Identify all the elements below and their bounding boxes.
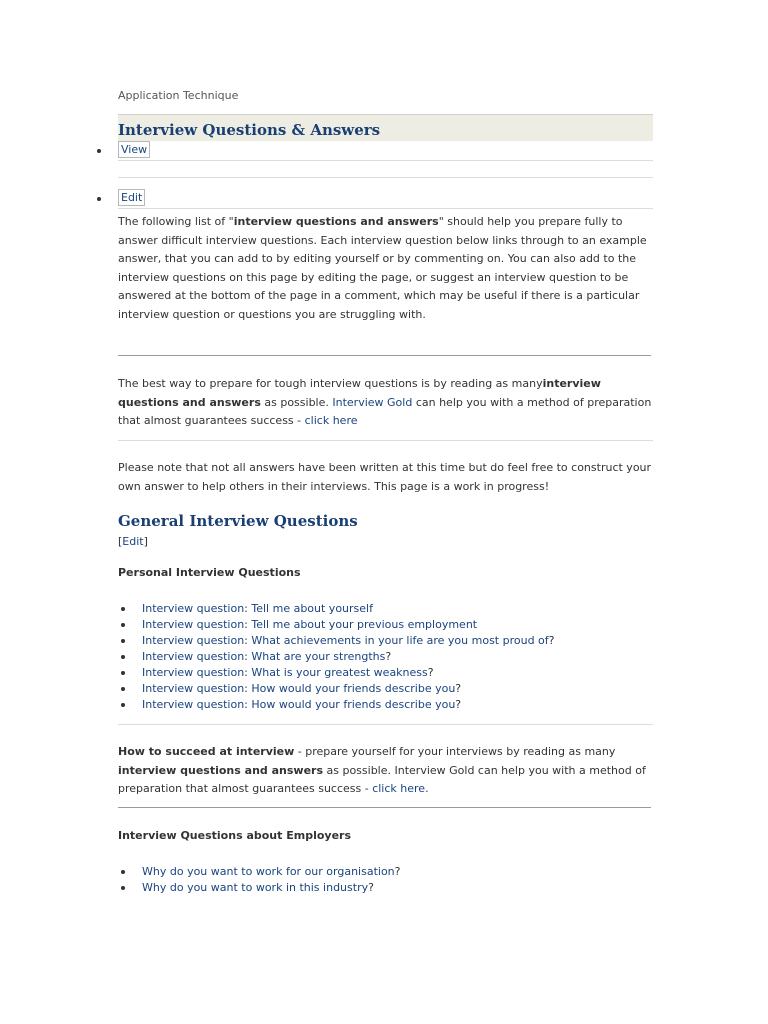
personal-question-list [118, 601, 555, 713]
promo-paragraph [118, 375, 658, 431]
promo-text: can help you with a method of preparation that almost guarantees success - [118, 395, 652, 427]
section-edit-link[interactable]: Edit [122, 535, 144, 548]
section-heading-general: General Interview Questions [118, 512, 358, 530]
divider [118, 160, 653, 161]
bracket: [ [118, 535, 123, 548]
divider [118, 724, 653, 725]
click-here-link[interactable]: click here [304, 414, 358, 427]
tab-edit[interactable]: Edit [118, 189, 145, 206]
click-here-link[interactable]: click here [372, 782, 426, 795]
list-item: Interview question: What are your strengths? [118, 649, 555, 665]
list-item: Why do you want to work in this industry? [118, 880, 400, 896]
question-link[interactable]: Interview question: How would your friends describe you [142, 682, 456, 695]
question-link[interactable]: Interview question: What is your greatest weakness [142, 666, 428, 679]
question-link[interactable]: Interview question: What are your strengths [142, 650, 386, 663]
employer-question-list [118, 864, 400, 896]
question-link[interactable]: Why do you want to work in this industry [142, 881, 369, 894]
employer-questions-heading: Interview Questions about Employers [118, 829, 351, 842]
promo-text: . [425, 782, 429, 795]
divider [118, 208, 653, 209]
page-title: Interview Questions & Answers [118, 121, 381, 139]
interview-gold-link[interactable]: Interview Gold [332, 395, 413, 409]
promo-text: - prepare yourself for your interviews by reading as many [294, 745, 616, 758]
intro-bold: interview questions and answers [233, 215, 439, 228]
bullet [121, 687, 125, 691]
divider [118, 355, 651, 356]
list-item: Interview question: How would your friends describe you? [118, 697, 555, 713]
intro-paragraph [118, 213, 658, 324]
divider [118, 177, 653, 178]
bullet [121, 607, 125, 611]
intro-text: The following list of " [118, 215, 234, 228]
question-link[interactable]: Interview question: Tell me about your previous employment [142, 618, 478, 631]
promo-text: as possible. Interview Gold can help you with a method of preparation that almost guarantees success - [118, 763, 646, 795]
intro-text: " should help you prepare fully to answer difficult interview questions. Each interview question below links through to an example answer, that you can add to by editing yourself or by commenting on. You can also add to the interview questions on this page by editing the page, or suggest an interview question to be answered at the bottom of the page in a comment, which may be useful if there is a particular interview question or questions you are struggling with. [118, 215, 647, 321]
tab-bullet [97, 197, 101, 201]
question-link[interactable]: Interview question: What achievements in your life are you most proud of [142, 634, 549, 647]
promo-bold: How to succeed at interview [118, 745, 295, 758]
promo-text: as possible. [260, 395, 333, 409]
bullet [121, 671, 125, 675]
page-title-bar [118, 114, 653, 141]
list-item [118, 601, 555, 617]
breadcrumb: Application Technique [118, 89, 239, 102]
divider [118, 807, 651, 808]
list-item [118, 617, 555, 633]
list-item: Why do you want to work for our organisation? [118, 864, 400, 880]
question-link[interactable]: Interview question: Tell me about yourself [142, 602, 373, 615]
promo-paragraph-2 [118, 743, 658, 799]
divider [118, 440, 653, 441]
personal-questions-heading: Personal Interview Questions [118, 566, 301, 579]
list-item: Interview question: What is your greatest weakness? [118, 665, 555, 681]
section-edit-link-wrapper [118, 535, 148, 548]
promo-text: The best way to prepare for tough interview questions is by reading as many [118, 377, 543, 390]
bullet [121, 886, 125, 890]
bullet [121, 703, 125, 707]
bullet [121, 655, 125, 659]
list-item: Interview question: How would your friends describe you? [118, 681, 555, 697]
bullet [121, 870, 125, 874]
promo-bold: interview questions and answers [118, 377, 601, 409]
question-link[interactable]: Why do you want to work for our organisation [142, 865, 395, 878]
list-item: Interview question: What achievements in your life are you most proud of? [118, 633, 555, 649]
tab-bullet [97, 149, 101, 153]
question-link[interactable]: Interview question: How would your friends describe you [142, 698, 456, 711]
tab-view[interactable]: View [118, 141, 150, 158]
note-paragraph: Please note that not all answers have been written at this time but do feel free to construct your own answer to help others in their interviews. This page is a work in progress! [118, 461, 652, 493]
promo-bold: interview questions and answers [118, 763, 323, 777]
bracket: ] [143, 535, 148, 548]
bullet [121, 623, 125, 627]
bullet [121, 639, 125, 643]
